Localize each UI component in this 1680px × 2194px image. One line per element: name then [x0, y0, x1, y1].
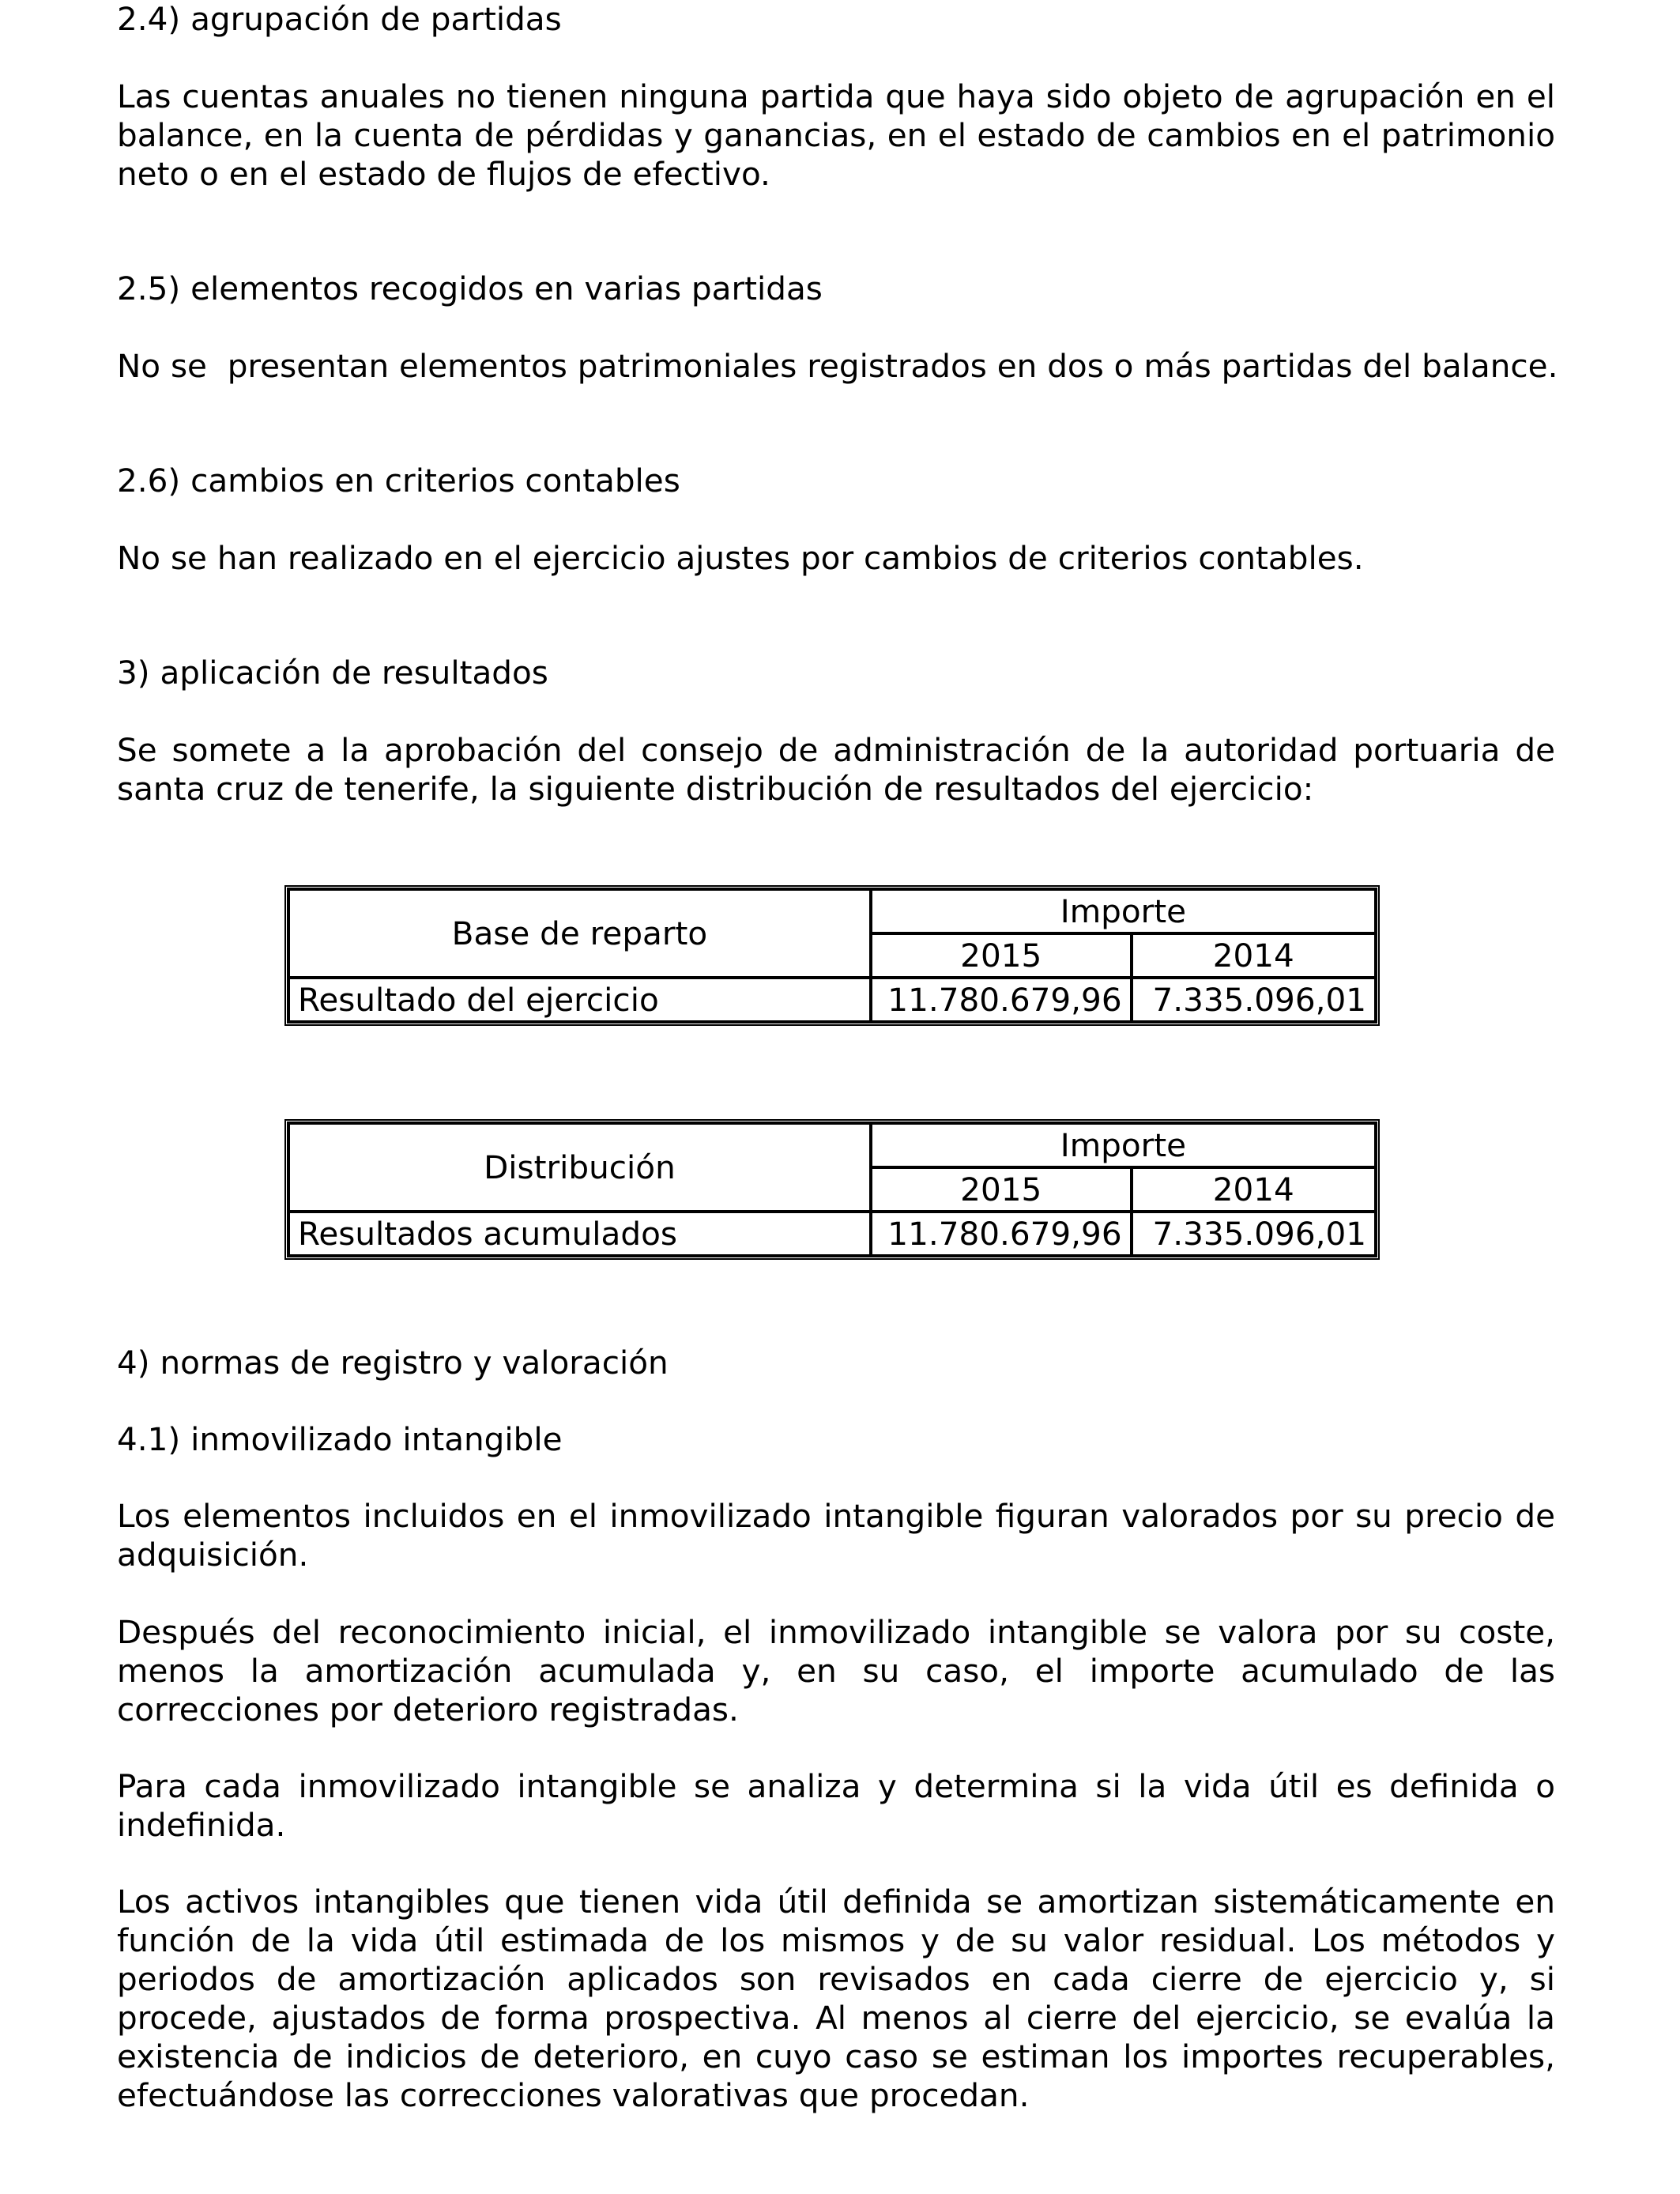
- paragraph: Después del reconocimiento inicial, el inmovilizado intangible se valora por su coste, menos la amortización acumulada y, en su caso, el importe acumulado de las correcciones por deterioro registradas.: [117, 1613, 1555, 1728]
- section-body-2-4: Las cuentas anuales no tienen ninguna partida que haya sido objeto de agrupación en el balance, en la cuenta de pérdidas y ganancias, en el estado de cambios en el patrimonio neto o en el estado de flujos de efectivo.: [117, 77, 1555, 193]
- table-cell-value: 11.780.679,96: [871, 1212, 1132, 1256]
- table-year-header: 2015: [871, 1167, 1132, 1212]
- section-heading-3: 3) aplicación de resultados: [117, 654, 548, 692]
- paragraph: Los elementos incluidos en el inmovilizado intangible figuran valorados por su precio de adquisición.: [117, 1497, 1555, 1574]
- table-label-header: Base de reparto: [288, 889, 871, 978]
- table-year-header: 2014: [1132, 933, 1376, 978]
- section-heading-2-6: 2.6) cambios en criterios contables: [117, 462, 680, 499]
- table-row-label: Resultado del ejercicio: [288, 978, 871, 1022]
- distribucion-table: [284, 1119, 1380, 1260]
- section-body-2-5: No se presentan elementos patrimoniales registrados en dos o más partidas del balance.: [117, 347, 1558, 385]
- paragraph: Los activos intangibles que tienen vida útil definida se amortizan sistemáticamente en función de la vida útil estimada de los mismos y de su valor residual. Los métodos y periodos de amortización aplicados son revisados en cada cierre de ejercicio y, si procede, ajustados de forma prospectiva. Al menos al cierre del ejercicio, se evalúa la existencia de indicios de deterioro, en cuyo caso se estiman los importes recuperables, efectuándose las correcciones valorativas que procedan.: [117, 1883, 1555, 2114]
- paragraph: Para cada inmovilizado intangible se analiza y determina si la vida útil es definida o indefinida.: [117, 1767, 1555, 1844]
- section-heading-4: 4) normas de registro y valoración: [117, 1344, 669, 1382]
- table-amount-header: Importe: [871, 889, 1376, 933]
- table-cell-value: 11.780.679,96: [871, 978, 1132, 1022]
- table-cell-value: 7.335.096,01: [1132, 978, 1376, 1022]
- table-amount-header: Importe: [871, 1123, 1376, 1167]
- table-year-header: 2015: [871, 933, 1132, 978]
- section-body-3: Se somete a la aprobación del consejo de administración de la autoridad portuaria de santa cruz de tenerife, la siguiente distribución de resultados del ejercicio:: [117, 731, 1555, 808]
- section-heading-2-5: 2.5) elementos recogidos en varias partidas: [117, 270, 823, 307]
- table-cell-value: 7.335.096,01: [1132, 1212, 1376, 1256]
- table-label-header: Distribución: [288, 1123, 871, 1212]
- section-heading-4-1: 4.1) inmovilizado intangible: [117, 1420, 563, 1458]
- table-year-header: 2014: [1132, 1167, 1376, 1212]
- base-de-reparto-table: [284, 885, 1380, 1026]
- table-row-label: Resultados acumulados: [288, 1212, 871, 1256]
- section-heading-2-4: 2.4) agrupación de partidas: [117, 0, 562, 38]
- section-body-2-6: No se han realizado en el ejercicio ajustes por cambios de criterios contables.: [117, 539, 1364, 577]
